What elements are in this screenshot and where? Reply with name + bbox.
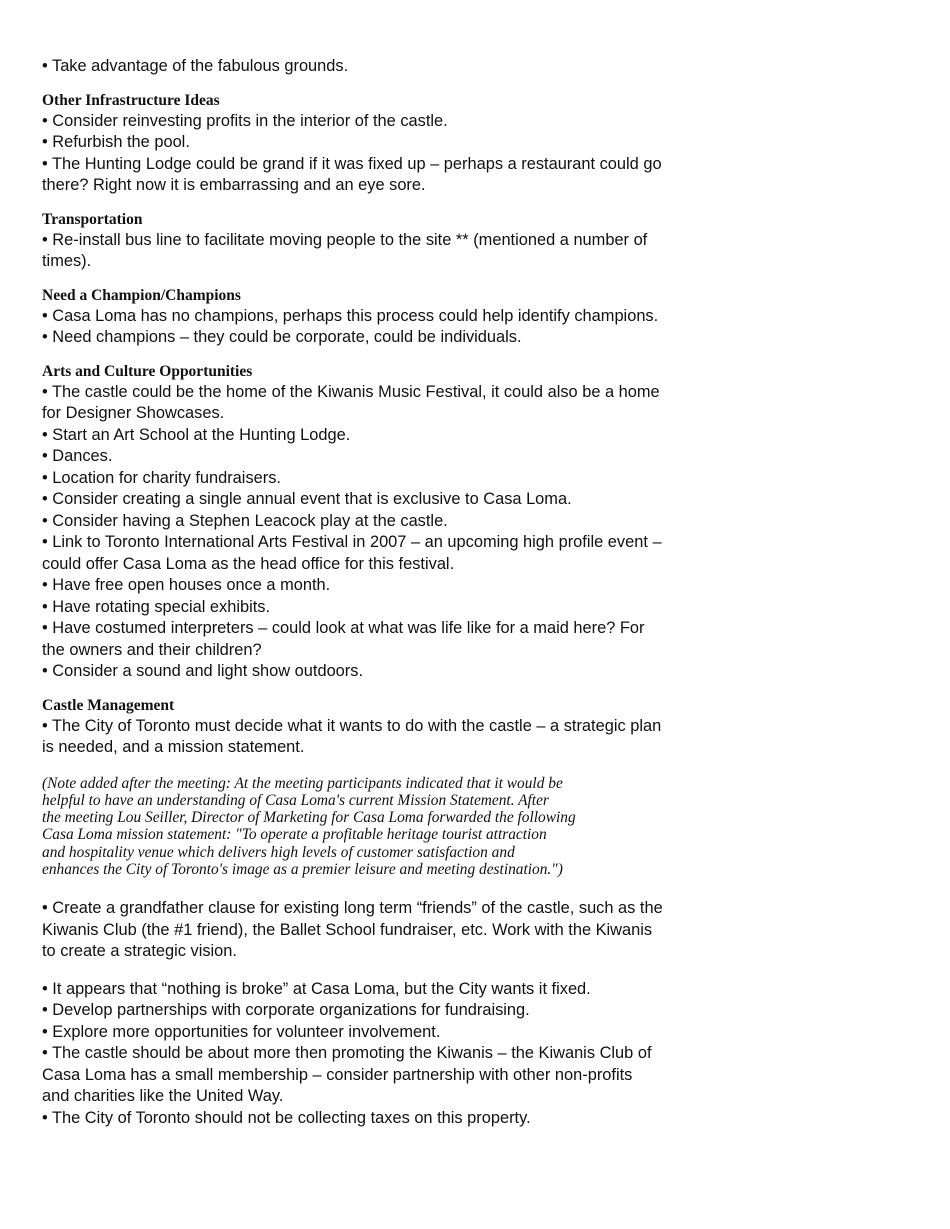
bullet-line: • Explore more opportunities for volunteer involvement.: [42, 1022, 441, 1041]
bullet-line: • Consider having a Stephen Leacock play at the castle.: [42, 511, 448, 530]
bullet-line: • Location for charity fundraisers.: [42, 468, 281, 487]
bullet-line: • Consider a sound and light show outdoors.: [42, 662, 364, 680]
bullet-line: • Have free open houses once a month.: [42, 576, 331, 594]
bullet-line: • The City of Toronto must decide what it wants to do with the castle – a strategic plan: [42, 716, 662, 735]
note-line: and hospitality venue which delivers high levels of customer satisfaction and: [42, 843, 515, 861]
bullet-line: is needed, and a mission statement.: [42, 738, 305, 756]
section-arts-culture: [42, 361, 687, 683]
bullet-line: • Consider reinvesting profits in the interior of the castle.: [42, 111, 448, 130]
document-page: [42, 56, 687, 1129]
bullet-line: • Have rotating special exhibits.: [42, 597, 271, 616]
note-line: enhances the City of Toronto's image as a premier leisure and meeting destination."): [42, 860, 563, 878]
bullet-line: • The Hunting Lodge could be grand if it was fixed up – perhaps a restaurant could go: [42, 154, 662, 173]
bullet-line: • Develop partnerships with corporate organizations for fundraising.: [42, 1001, 530, 1020]
bullet-line: • Dances.: [42, 447, 113, 465]
bullet-line: times).: [42, 252, 92, 270]
bullet-line: • Need champions – they could be corporate, could be individuals.: [42, 328, 522, 346]
bullet-line: • Re-install bus line to facilitate moving people to the site ** (mentioned a number of: [42, 230, 648, 249]
section-heading: Need a Champion/Champions: [42, 286, 241, 304]
bullet-line: could offer Casa Loma as the head office for this festival.: [42, 554, 455, 573]
grandfather-clause-block: [42, 898, 687, 963]
section-heading: Castle Management: [42, 696, 175, 714]
bullet-line: • Create a grandfather clause for existing long term “friends” of the castle, such as the: [42, 899, 663, 918]
note-line: helpful to have an understanding of Casa Loma's current Mission Statement. After: [42, 791, 549, 809]
bullet-line: • Consider creating a single annual event that is exclusive to Casa Loma.: [42, 490, 572, 508]
bullet-line: • Link to Toronto International Arts Festival in 2007 – an upcoming high profile event –: [42, 533, 662, 551]
closing-bullets-block: [42, 979, 687, 1130]
section-need-champion: [42, 285, 687, 349]
mission-statement-note: [42, 775, 687, 879]
bullet-line: • Take advantage of the fabulous grounds.: [42, 57, 349, 75]
section-heading: Arts and Culture Opportunities: [42, 362, 253, 380]
note-line: the meeting Lou Seiller, Director of Marketing for Casa Loma forwarded the following: [42, 809, 576, 827]
intro-block: [42, 56, 687, 78]
bullet-line: Casa Loma has a small membership – consider partnership with other non-profits: [42, 1065, 633, 1084]
section-castle-management: [42, 695, 687, 759]
bullet-line: • Refurbish the pool.: [42, 133, 190, 151]
section-other-infrastructure: [42, 90, 687, 197]
bullet-line: and charities like the United Way.: [42, 1087, 284, 1106]
note-line: (Note added after the meeting: At the meeting participants indicated that it would be: [42, 774, 563, 792]
section-heading: Transportation: [42, 210, 143, 228]
bullet-line: • The castle could be the home of the Kiwanis Music Festival, it could also be a home: [42, 382, 660, 401]
bullet-line: to create a strategic vision.: [42, 942, 237, 961]
bullet-line: Kiwanis Club (the #1 friend), the Ballet School fundraiser, etc. Work with the Kiwanis: [42, 920, 653, 939]
bullet-line: the owners and their children?: [42, 640, 262, 659]
bullet-line: • Have costumed interpreters – could look at what was life like for a maid here? For: [42, 619, 645, 637]
bullet-line: there? Right now it is embarrassing and an eye sore.: [42, 176, 426, 194]
note-line: Casa Loma mission statement: "To operate a profitable heritage tourist attraction: [42, 826, 547, 844]
bullet-line: • Casa Loma has no champions, perhaps this process could help identify champions.: [42, 306, 659, 325]
bullet-line: • The City of Toronto should not be collecting taxes on this property.: [42, 1108, 531, 1127]
bullet-line: for Designer Showcases.: [42, 404, 225, 422]
section-heading: Other Infrastructure Ideas: [42, 91, 220, 109]
section-transportation: [42, 209, 687, 273]
bullet-line: • Start an Art School at the Hunting Lodge.: [42, 425, 351, 444]
bullet-line: • It appears that “nothing is broke” at Casa Loma, but the City wants it fixed.: [42, 979, 591, 998]
bullet-line: • The castle should be about more then promoting the Kiwanis – the Kiwanis Club of: [42, 1044, 652, 1063]
